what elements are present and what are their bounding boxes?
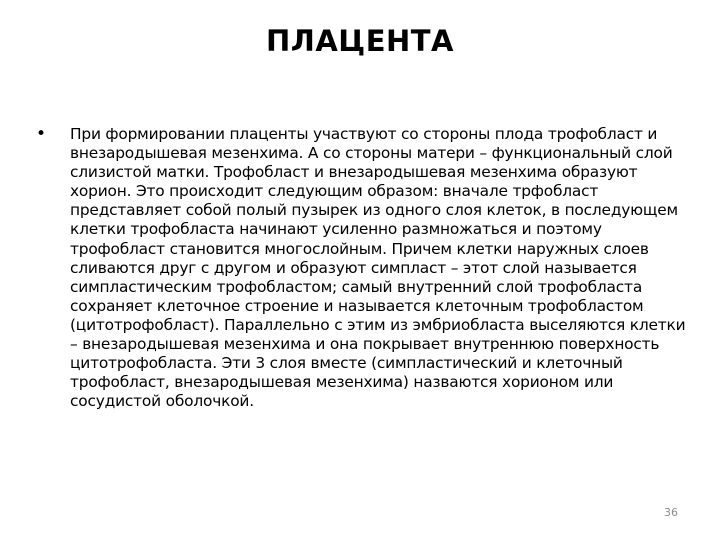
bullet-item <box>36 125 686 411</box>
page-number: 36 <box>664 506 678 519</box>
bullet-list <box>36 125 686 411</box>
bullet-text: При формировании плаценты участвуют со стороны плода трофобласт и внезародышевая мезенхима. А со стороны матери – функциональный слой слизистой матки. Трофобласт и внезародышевая мезенхима образуют хорион. Это происходит следующим образом: вначале трфобласт представляет собой полый пузырек из одного слоя клеток, в последующем клетки трофобласта начинают усиленно размножаться и поэтому трофобласт становится многослойным. Причем клетки наружных слоев сливаются друг с другом и образуют симпласт – этот слой называется симпластическим трофобластом; самый внутренний слой трофобласта сохраняет клеточное строение и называется клеточным трофобластом (цитотрофобласт). Параллельно с этим из эмбриобласта выселяются клетки – внезародышевая мезенхима и она покрывает внутреннюю поверхность цитотрофобласта. Эти 3 слоя вместе (симпластический и клеточный трофобласт, внезародышевая мезенхима) назваются хорионом или сосудистой оболочкой. <box>70 125 686 411</box>
slide-title: ПЛАЦЕНТА <box>265 24 454 58</box>
bullet-icon: • <box>36 124 47 144</box>
